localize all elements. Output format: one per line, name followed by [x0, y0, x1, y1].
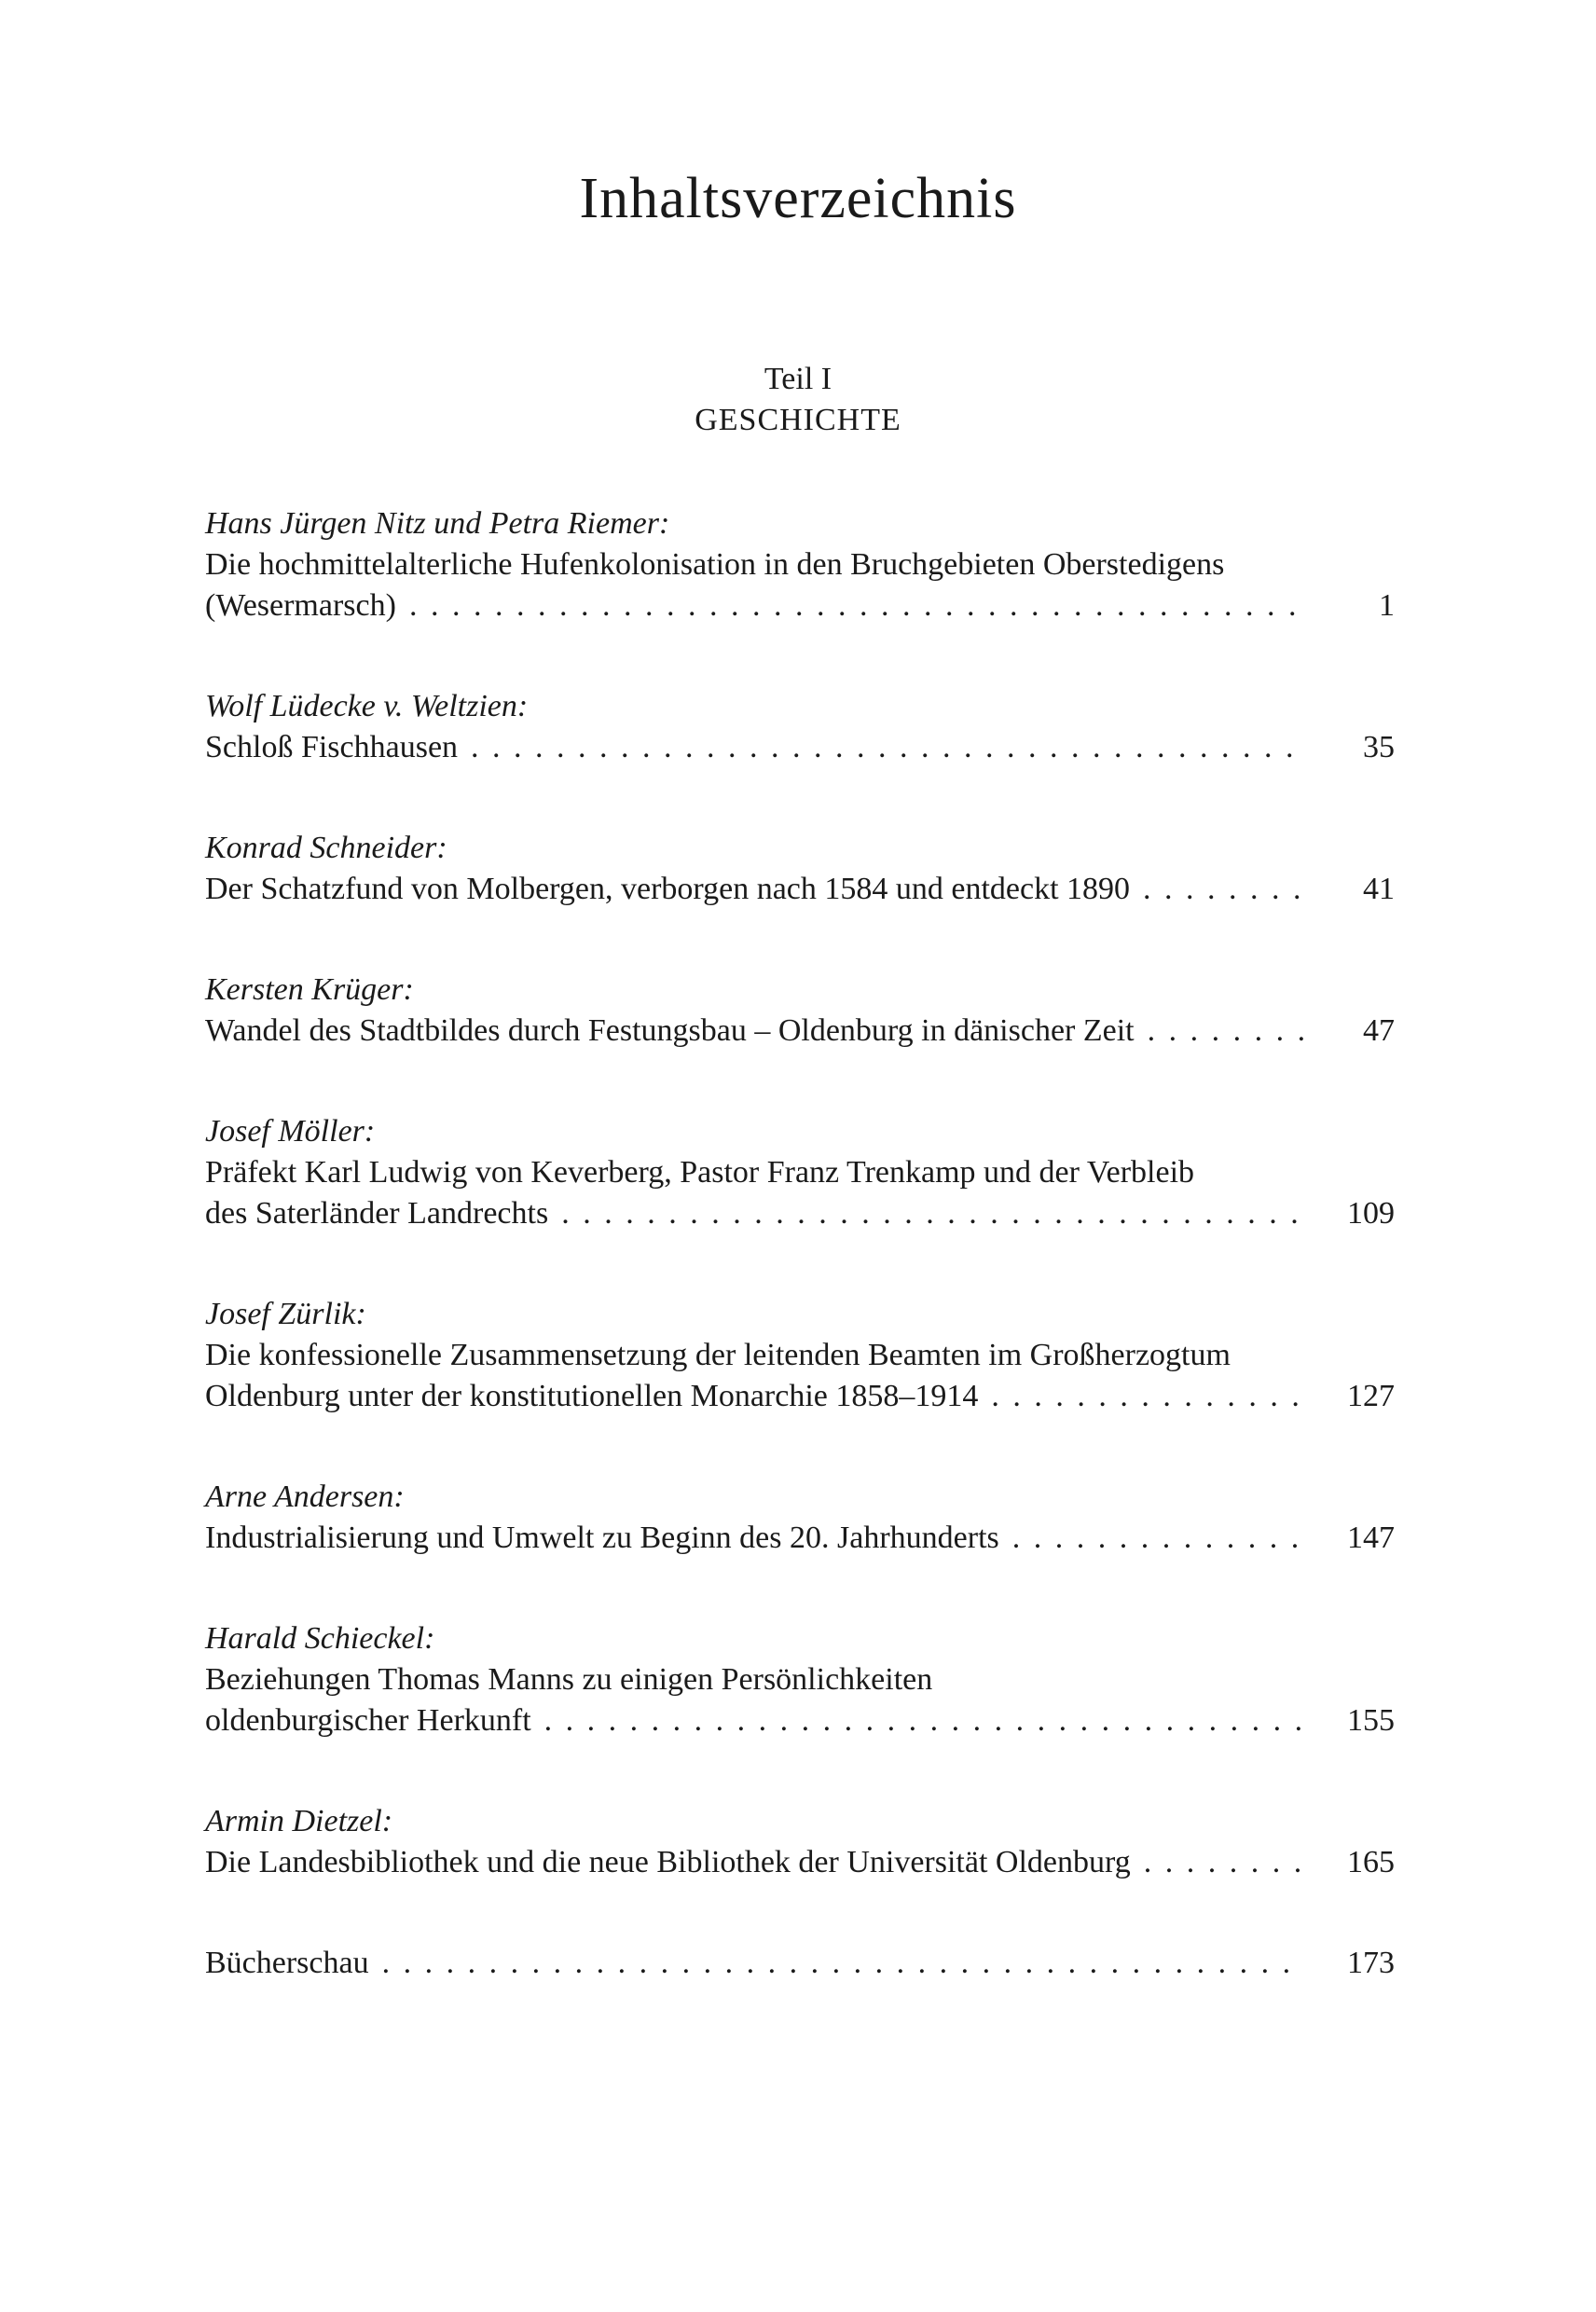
entry-author: Hans Jürgen Nitz und Petra Riemer: — [205, 506, 670, 541]
entry-title-text: Bücherschau — [205, 1946, 369, 1980]
toc-entry — [205, 1477, 1395, 1559]
entry-page-number: 35 — [1363, 730, 1395, 764]
entry-title-line: Die konfessionelle Zusammensetzung der leitenden Beamten im Großherzogtum — [205, 1338, 1231, 1372]
entry-title-last-line — [205, 1193, 1395, 1234]
entry-title-last-line — [205, 1011, 1395, 1052]
entry-title-last-line — [205, 1518, 1395, 1559]
toc-entry — [205, 970, 1395, 1052]
entry-page-number: 41 — [1363, 872, 1395, 906]
entry-title-text: Die Landesbibliothek und die neue Bibliothek der Universität Oldenburg — [205, 1845, 1131, 1879]
toc-entry-reviews — [205, 1943, 1395, 1984]
entry-title-last-line — [205, 585, 1395, 626]
entry-author: Armin Dietzel: — [205, 1804, 393, 1838]
dot-leader — [991, 1376, 1305, 1417]
entry-page-number: 109 — [1347, 1196, 1395, 1231]
entry-page-number: 155 — [1347, 1703, 1395, 1738]
entry-title-line: Die hochmittelalterliche Hufenkolonisation in den Bruchgebieten Oberstedigens — [205, 547, 1225, 582]
entry-title-line: Beziehungen Thomas Manns zu einigen Persönlichkeiten — [205, 1662, 933, 1697]
dot-leader — [1143, 869, 1305, 910]
entry-title-text: (Wesermarsch) — [205, 588, 396, 623]
entry-page-number: 173 — [1347, 1946, 1395, 1980]
entry-title-last-line — [205, 1842, 1395, 1883]
toc-entry — [205, 686, 1395, 768]
entry-title-last-line — [205, 1376, 1395, 1417]
entry-title-text: Wandel des Stadtbildes durch Festungsbau – Oldenburg in dänischer Zeit — [205, 1013, 1135, 1048]
entry-author: Josef Möller: — [205, 1114, 376, 1149]
dot-leader — [409, 585, 1305, 626]
entry-author: Kersten Krüger: — [205, 972, 414, 1007]
entry-title-text: Schloß Fischhausen — [205, 730, 459, 764]
entry-page-number: 127 — [1347, 1379, 1395, 1413]
entry-title-text: Industrialisierung und Umwelt zu Beginn des 20. Jahrhunderts — [205, 1521, 999, 1555]
entry-author: Wolf Lüdecke v. Weltzien: — [205, 689, 529, 723]
entry-author: Josef Zürlik: — [205, 1297, 366, 1331]
dot-leader — [1144, 1842, 1305, 1883]
entry-title-text: oldenburgischer Herkunft — [205, 1703, 531, 1738]
entry-author: Konrad Schneider: — [205, 831, 447, 865]
toc-entry — [205, 503, 1395, 626]
dot-leader — [382, 1943, 1305, 1984]
entry-title-last-line — [205, 869, 1395, 910]
table-of-contents — [205, 503, 1395, 2044]
entry-title-line: Präfekt Karl Ludwig von Keverberg, Pastor Franz Trenkamp und der Verbleib — [205, 1155, 1195, 1190]
toc-entry — [205, 1111, 1395, 1234]
entry-title-text: des Saterländer Landrechts — [205, 1196, 549, 1231]
toc-entry — [205, 1801, 1395, 1883]
entry-page-number: 165 — [1347, 1845, 1395, 1879]
entry-author: Arne Andersen: — [205, 1479, 405, 1514]
dot-leader — [1012, 1518, 1305, 1559]
dot-leader — [544, 1700, 1305, 1741]
page-title: Inhaltsverzeichnis — [579, 167, 1017, 230]
entry-author: Harald Schieckel: — [205, 1621, 435, 1656]
entry-page-number: 1 — [1379, 588, 1395, 623]
dot-leader — [471, 727, 1305, 768]
entry-title-text: Oldenburg unter der konstitutionellen Monarchie 1858–1914 — [205, 1379, 979, 1413]
entry-title-last-line — [205, 727, 1395, 768]
part-name: GESCHICHTE — [695, 403, 901, 437]
toc-entry — [205, 828, 1395, 910]
entry-page-number: 47 — [1363, 1013, 1395, 1048]
dot-leader — [561, 1193, 1305, 1234]
entry-title-last-line — [205, 1700, 1395, 1741]
toc-entry — [205, 1294, 1395, 1417]
entry-title-last-line — [205, 1943, 1395, 1984]
dot-leader — [1148, 1011, 1305, 1052]
entry-page-number: 147 — [1347, 1521, 1395, 1555]
part-label: Teil I — [764, 362, 832, 396]
toc-entry — [205, 1618, 1395, 1741]
entry-title-text: Der Schatzfund von Molbergen, verborgen nach 1584 und entdeckt 1890 — [205, 872, 1131, 906]
